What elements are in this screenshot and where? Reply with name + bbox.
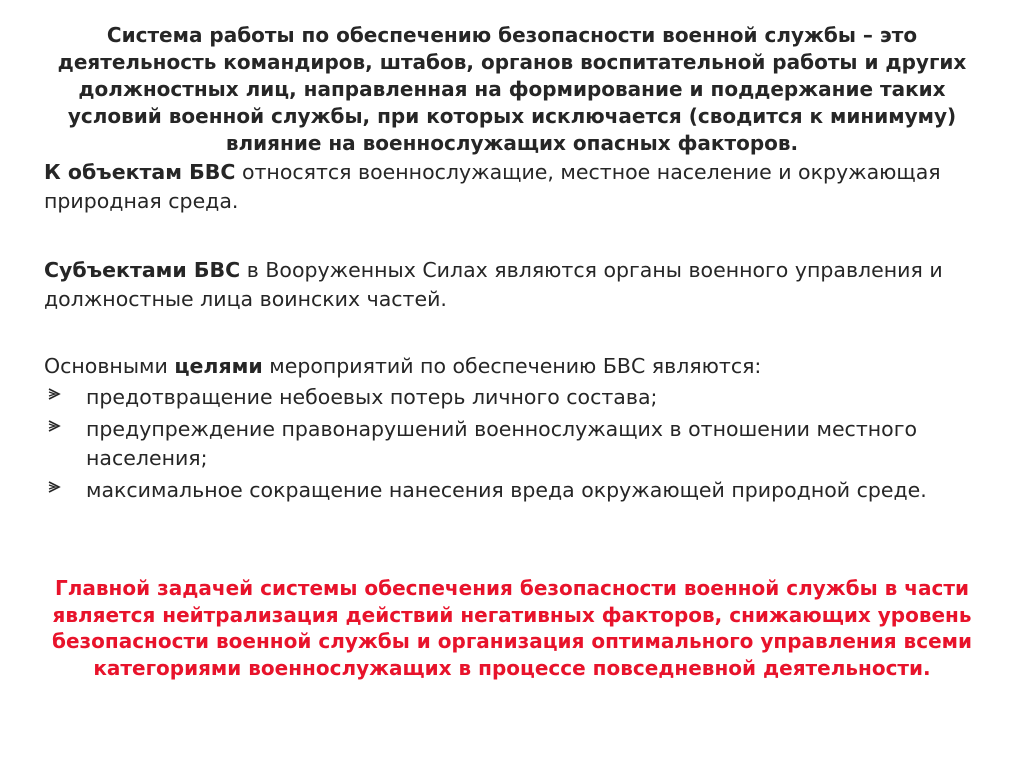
list-item [44,383,964,412]
goals-before: Основными [44,354,175,378]
bullet-text: предупреждение правонарушений военнослужащих в отношении местного населения; [86,417,918,470]
goals-bold: целями [174,354,263,378]
bullet-text: предотвращение небоевых потерь личного состава; [86,385,658,409]
arrow-check-icon [46,476,66,505]
slide-title: Система работы по обеспечению безопасности военной службы – это деятельность командиров, штабов, органов воспитательной работы и других должностных лиц, направленная на формирование и поддержание таких условий военной службы, при которых исключается (сводится к минимуму) влияние на военнослужащих опасных факторов. [57,23,967,155]
arrow-check-icon [46,415,66,444]
arrow-check-icon [46,383,66,412]
bullet-text: максимальное сокращение нанесения вреда окружающей природной среде. [86,478,927,502]
objects-lead: К объектам БВС [44,160,236,184]
subjects-lead: Субъектами БВС [44,258,241,282]
objects-paragraph [44,158,944,216]
subjects-text: в Вооруженных Силах являются органы военного управления и должностные лица воинских частей. [44,258,943,311]
list-item [44,476,964,505]
goals-paragraph [44,352,944,381]
main-task-statement: Главной задачей системы обеспечения безопасности военной службы в части является нейтрализация действий негативных факторов, снижающих уровень безопасности военной службы и организация оптимального управления всеми категориями военнослужащих в процессе повседневной деятельности. [51,576,972,680]
goals-after: мероприятий по обеспечению БВС являются: [262,354,762,378]
list-item [44,415,964,473]
subjects-paragraph [44,256,944,314]
goals-list [44,383,964,508]
objects-text: относятся военнослужащие, местное население и окружающая природная среда. [44,160,941,213]
